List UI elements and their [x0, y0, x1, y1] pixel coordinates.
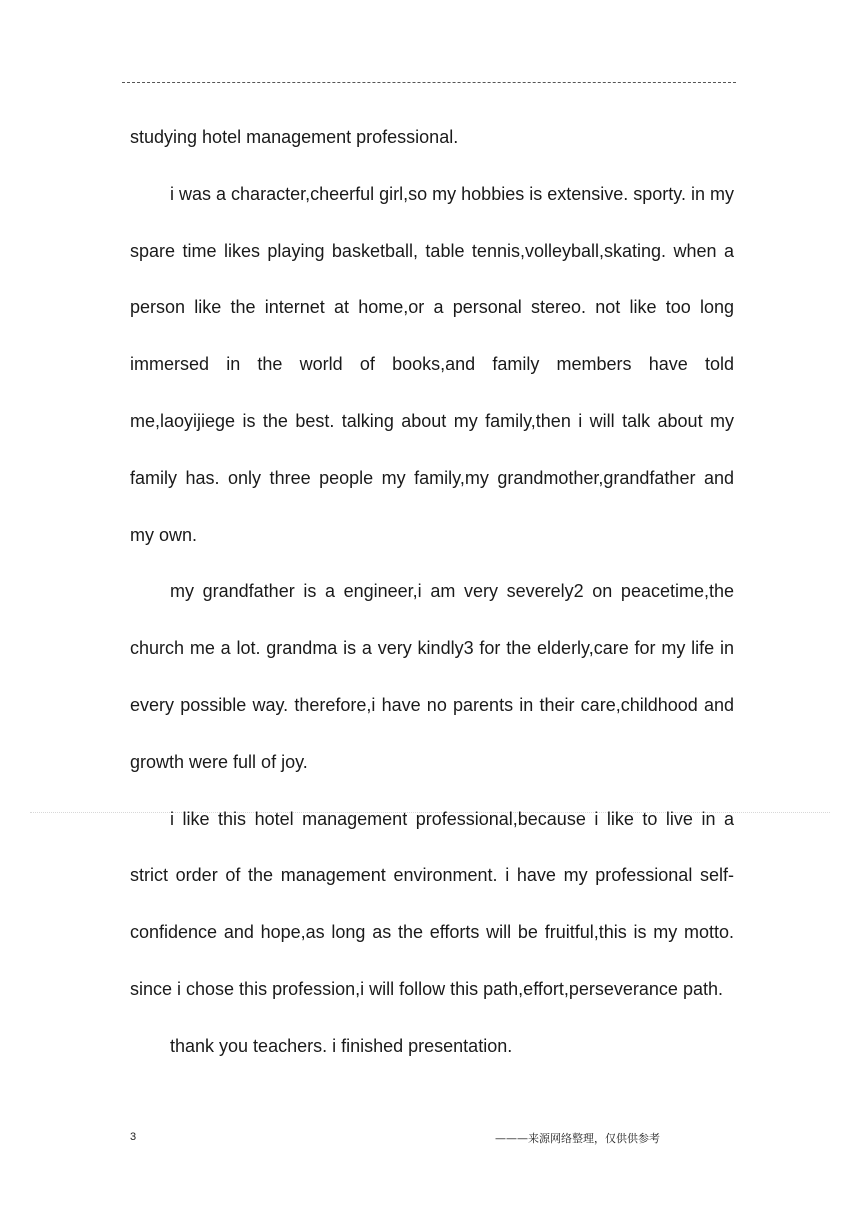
- paragraph-hobbies: i was a character,cheerful girl,so my hobbies is extensive. sporty. in my spare time likes playing basketball, table tennis,volleyball,skating. when a person like the internet at home,or a personal stereo. not like too long immersed in the world of books,and family members have told me,laoyijiege is the best. talking about my family,then i will talk about my family has. only three people my family,my grandmother,grandfather and my own.: [130, 183, 734, 545]
- paragraph-closing: thank you teachers. i finished presentation.: [170, 1035, 513, 1056]
- paragraph-continuation: studying hotel management professional.: [130, 127, 459, 147]
- page-number: 3: [130, 1131, 137, 1143]
- header-divider: [122, 82, 736, 83]
- footer-source-note: ———来源网络整理，仅供供参考: [495, 1132, 660, 1145]
- paragraph-profession: i like this hotel management professional,because i like to live in a strict order of the management environment. i have my professional self-confidence and hope,as long as the efforts will be fruitful,this is my motto. since i chose this profession,i will follow this path,effort,perseverance path.: [130, 808, 734, 999]
- paragraph-grandparents: my grandfather is a engineer,i am very severely2 on peacetime,the church me a lot. grandma is a very kindly3 for the elderly,care for my life in every possible way. therefore,i have no parents in their care,childhood and growth were full of joy.: [130, 581, 734, 772]
- document-body: [130, 109, 734, 1075]
